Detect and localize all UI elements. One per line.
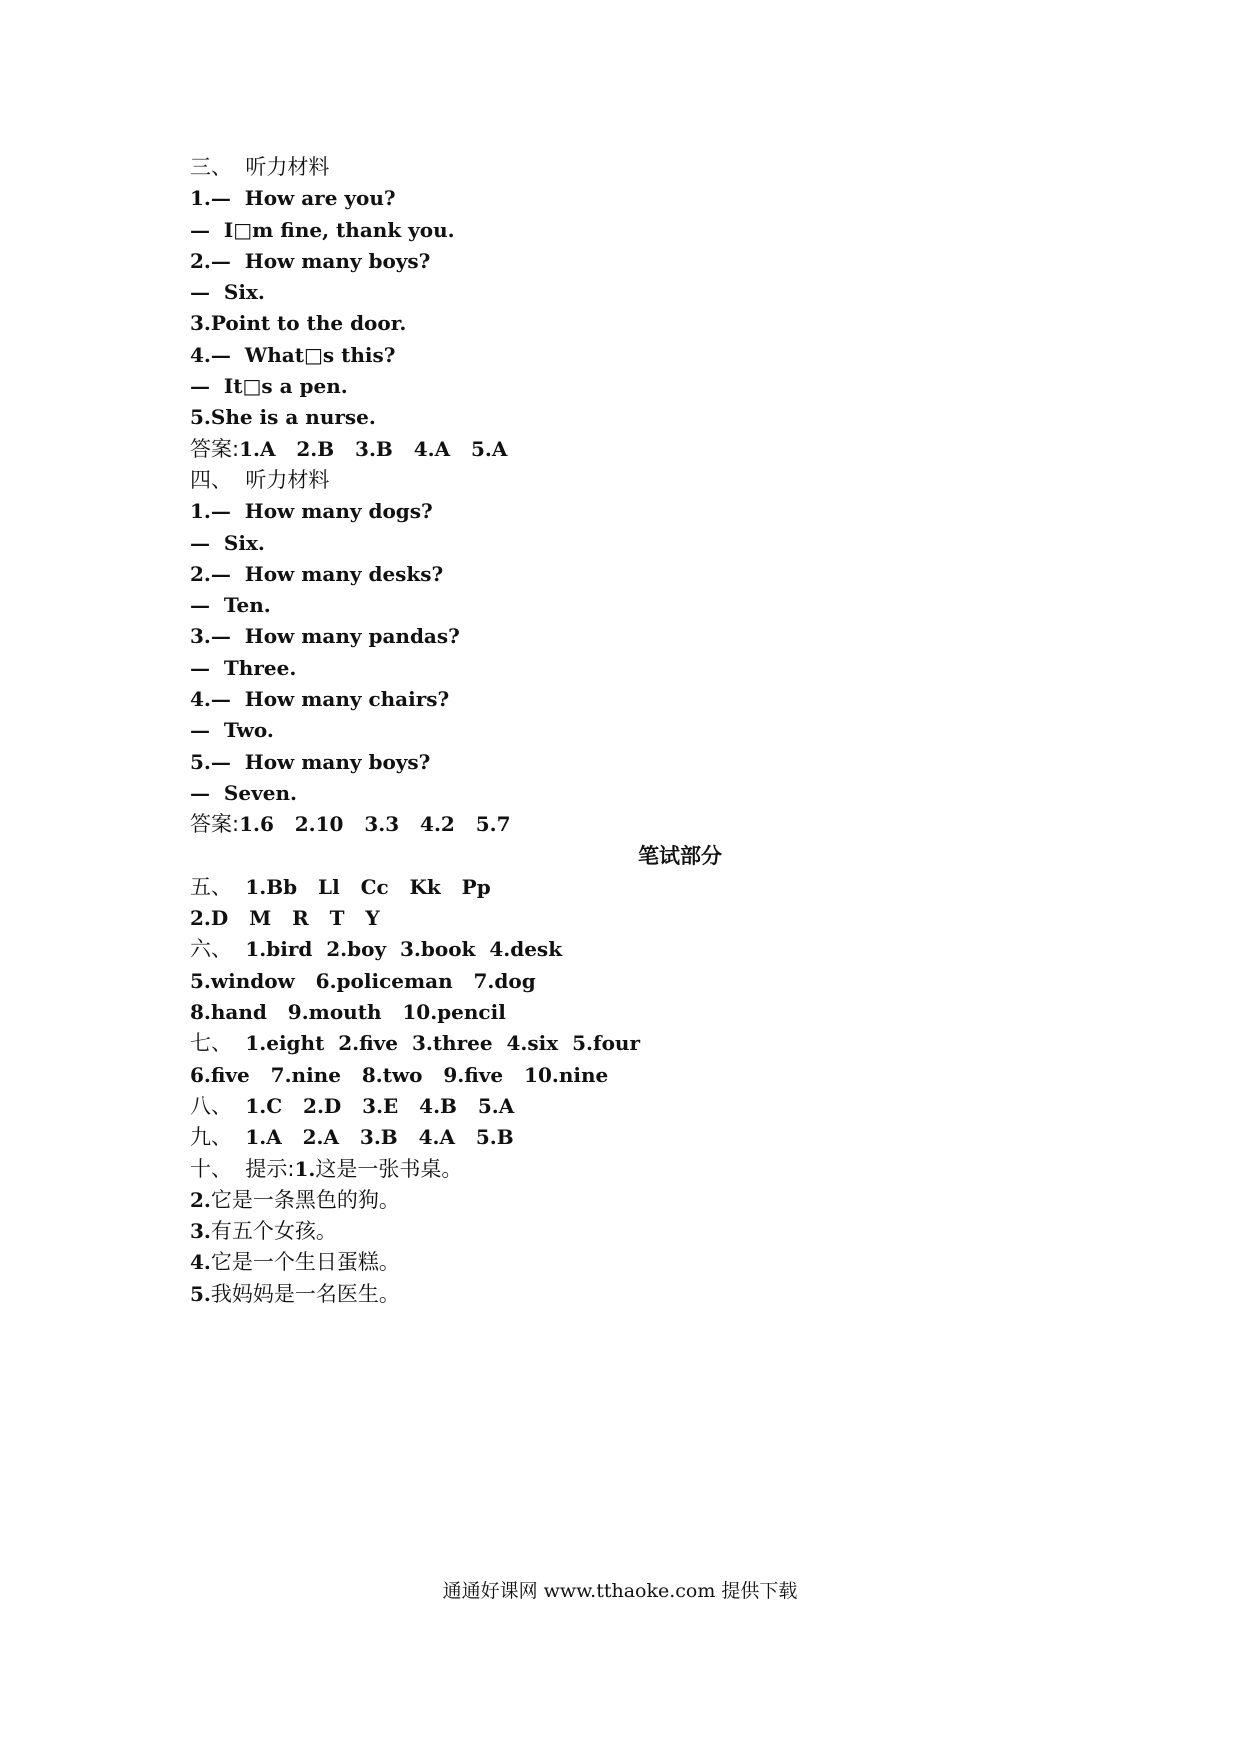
document-line <box>190 621 1090 652</box>
line-text: 1.Bb Ll Cc Kk Pp <box>245 874 491 899</box>
document-line <box>190 966 1090 997</box>
document-line <box>190 1060 1090 1091</box>
document-line <box>190 1028 1090 1059</box>
document-line <box>190 872 1090 903</box>
line-text: 1.A 2.A 3.B 4.A 5.B <box>245 1125 514 1150</box>
document-line <box>190 246 1090 277</box>
line-text: 5.window 6.policeman 7.dog <box>190 968 536 993</box>
line-text: — Seven. <box>190 780 297 805</box>
line-text: — It□s a pen. <box>190 374 348 399</box>
document-line <box>190 215 1090 246</box>
line-text: 1.— How many dogs? <box>190 499 433 524</box>
line-prefix: 八、 <box>190 1093 246 1118</box>
document-line <box>190 590 1090 621</box>
line-chinese-text: 我妈妈是一名医生。 <box>210 1281 400 1306</box>
line-chinese-text: 它是一条黑色的狗。 <box>210 1187 400 1212</box>
page-footer <box>0 1576 1240 1603</box>
line-number: 4. <box>190 1250 211 1275</box>
line-text: 3.Point to the door. <box>190 311 407 336</box>
document-line <box>190 653 1090 684</box>
line-text: 6.five 7.nine 8.two 9.five 10.nine <box>190 1062 609 1087</box>
section-heading-text: 笔试部分 <box>638 843 722 868</box>
document-line <box>190 465 1090 496</box>
line-chinese-text: 有五个女孩。 <box>210 1219 337 1244</box>
line-prefix: 七、 <box>190 1031 246 1056</box>
document-line <box>190 1154 1090 1185</box>
line-prefix: 答案: <box>190 436 240 461</box>
line-chinese-text: 这是一张书桌。 <box>315 1156 463 1181</box>
line-prefix: 四、 听力材料 <box>190 467 330 492</box>
document-line <box>190 1216 1090 1247</box>
line-text: 1.eight 2.five 3.three 4.six 5.four <box>245 1031 640 1056</box>
line-text: — Three. <box>190 655 297 680</box>
document-line <box>190 903 1090 934</box>
line-text: — I□m fine, thank you. <box>190 217 455 242</box>
document-line <box>190 809 1090 840</box>
line-text: — Six. <box>190 280 265 305</box>
line-text: 1.6 2.10 3.3 4.2 5.7 <box>239 812 511 837</box>
line-text: 1.A 2.B 3.B 4.A 5.A <box>239 436 508 461</box>
line-number: 1. <box>294 1156 316 1181</box>
line-text: — Six. <box>190 530 265 555</box>
line-text: 4.— What□s this? <box>190 342 396 367</box>
section-heading <box>190 841 1050 872</box>
document-line <box>190 1122 1090 1153</box>
document-line <box>190 934 1090 965</box>
line-prefix: 五、 <box>190 874 246 899</box>
line-prefix: 九、 <box>190 1125 246 1150</box>
line-text: — Two. <box>190 718 274 743</box>
line-text: 3.— How many pandas? <box>190 624 460 649</box>
line-prefix: 十、 提示: <box>190 1156 295 1181</box>
line-text: 1.bird 2.boy 3.book 4.desk <box>245 937 563 962</box>
line-text: 2.— How many desks? <box>190 561 444 586</box>
document-line <box>190 183 1090 214</box>
line-text: 5.She is a nurse. <box>190 405 376 430</box>
footer-suffix: 提供下载 <box>721 1580 798 1602</box>
document-line <box>190 152 1090 183</box>
line-text: 8.hand 9.mouth 10.pencil <box>190 1000 506 1025</box>
document-line <box>190 308 1090 339</box>
document-line <box>190 1247 1090 1278</box>
document-line <box>190 340 1090 371</box>
document-line <box>190 559 1090 590</box>
line-text: 2.— How many boys? <box>190 248 431 273</box>
line-chinese-text: 它是一个生日蛋糕。 <box>210 1250 400 1275</box>
document-line <box>190 434 1090 465</box>
document-line <box>190 528 1090 559</box>
line-prefix: 答案: <box>190 812 240 837</box>
line-text: 1.— How are you? <box>190 186 396 211</box>
footer-site-name: 通通好课网 <box>442 1580 538 1602</box>
document-line <box>190 402 1090 433</box>
document-line <box>190 715 1090 746</box>
document-line <box>190 1185 1090 1216</box>
document-line <box>190 371 1090 402</box>
document-line <box>190 1091 1090 1122</box>
footer-url-link[interactable]: www.tthaoke.com <box>543 1580 716 1602</box>
line-number: 2. <box>190 1187 211 1212</box>
line-text: 2.D M R T Y <box>190 906 380 931</box>
line-text: 5.— How many boys? <box>190 749 431 774</box>
answer-content <box>190 152 1090 1310</box>
document-line <box>190 747 1090 778</box>
line-text: — Ten. <box>190 593 271 618</box>
document-line <box>190 778 1090 809</box>
line-text: 1.C 2.D 3.E 4.B 5.A <box>245 1093 515 1118</box>
document-line <box>190 1279 1090 1310</box>
document-line <box>190 684 1090 715</box>
line-number: 5. <box>190 1281 211 1306</box>
line-number: 3. <box>190 1219 211 1244</box>
document-line <box>190 997 1090 1028</box>
line-prefix: 三、 听力材料 <box>190 155 330 179</box>
document-line <box>190 496 1090 527</box>
line-text: 4.— How many chairs? <box>190 687 450 712</box>
line-prefix: 六、 <box>190 937 246 962</box>
document-line <box>190 277 1090 308</box>
